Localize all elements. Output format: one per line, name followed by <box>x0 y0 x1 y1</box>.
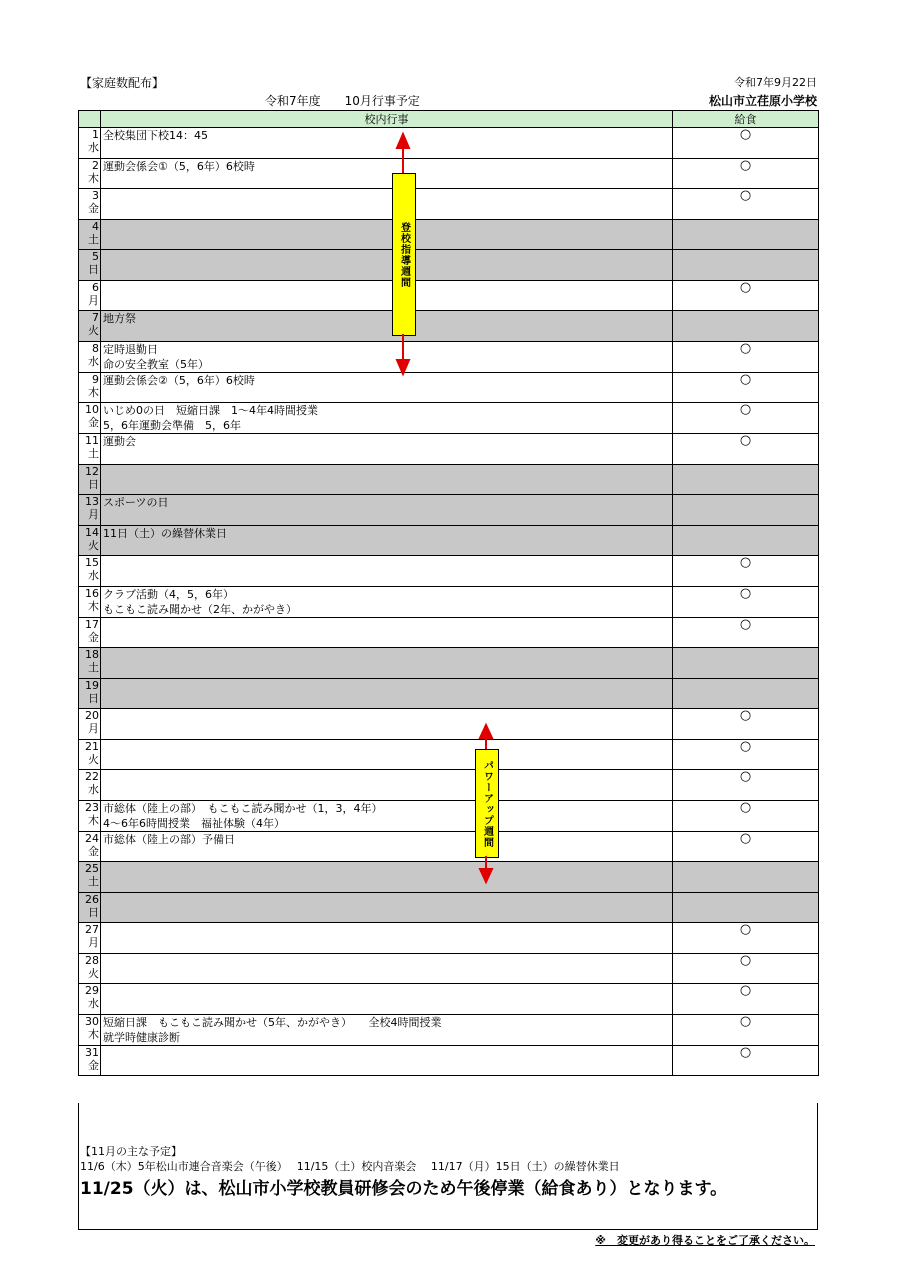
day-row <box>79 341 819 372</box>
day-number: 11 <box>85 434 99 447</box>
day-cell <box>79 892 101 923</box>
day-row <box>79 556 819 587</box>
events-cell <box>101 311 673 342</box>
lunch-cell <box>673 800 819 831</box>
lunch-cell <box>673 617 819 648</box>
events-cell <box>101 403 673 434</box>
day-number: 20 <box>85 709 99 722</box>
weekday: 日 <box>88 691 99 705</box>
day-cell <box>79 280 101 311</box>
lunch-cell <box>673 525 819 556</box>
event-text: 5，6年運動会準備 5，6年 <box>103 419 241 432</box>
weekday: 木 <box>88 813 99 827</box>
day-cell <box>79 128 101 159</box>
day-cell <box>79 617 101 648</box>
lunch-cell <box>673 556 819 587</box>
lunch-cell <box>673 678 819 709</box>
day-row <box>79 648 819 679</box>
lunch-mark: ○ <box>739 952 752 968</box>
day-number: 5 <box>92 250 99 263</box>
day-cell <box>79 1014 101 1045</box>
weekday: 火 <box>88 752 99 766</box>
weekday: 水 <box>88 997 99 1010</box>
events-cell <box>101 434 673 465</box>
col-header-lunch: 給食 <box>673 111 819 128</box>
events-cell <box>101 953 673 984</box>
lunch-cell <box>673 862 819 893</box>
day-row <box>79 464 819 495</box>
day-number: 7 <box>92 311 99 324</box>
day-number: 9 <box>92 372 99 386</box>
day-row <box>79 586 819 617</box>
day-number: 3 <box>92 189 99 202</box>
day-cell <box>79 525 101 556</box>
day-number: 15 <box>85 556 99 569</box>
events-cell <box>101 280 673 311</box>
lunch-mark: ○ <box>739 157 752 173</box>
lunch-mark: ○ <box>739 799 752 815</box>
day-number: 31 <box>85 1045 99 1059</box>
day-number: 6 <box>92 280 99 294</box>
change-notice: ※ 変更があり得ることをご了承ください。 <box>595 1234 815 1247</box>
day-row <box>79 617 819 648</box>
events-cell <box>101 525 673 556</box>
lunch-mark: ○ <box>739 188 752 203</box>
lunch-mark: ○ <box>739 769 752 784</box>
event-text: 4～6年6時間授業 福祉体験（4年） <box>103 816 285 830</box>
event-text: 全校集団下校14：45 <box>103 129 208 142</box>
lunch-cell <box>673 158 819 189</box>
weekday: 金 <box>88 202 99 215</box>
page-title: 令和7年度 10月行事予定 <box>265 94 420 108</box>
lunch-cell <box>673 128 819 159</box>
day-number: 25 <box>85 862 99 875</box>
day-number: 24 <box>85 831 99 845</box>
day-number: 23 <box>85 800 99 814</box>
day-cell <box>79 434 101 465</box>
weekday: 金 <box>88 844 99 858</box>
events-cell <box>101 1045 673 1076</box>
lunch-mark: ○ <box>739 830 752 846</box>
weekday: 土 <box>88 875 99 888</box>
corner-cell <box>79 111 101 128</box>
event-text: 運動会係会①（5，6年）6校時 <box>103 159 255 173</box>
lunch-cell <box>673 984 819 1015</box>
issue-date: 令和7年9月22日 <box>734 76 817 89</box>
events-cell <box>101 923 673 954</box>
day-cell <box>79 341 101 372</box>
events-cell <box>101 709 673 740</box>
day-row <box>79 219 819 250</box>
events-cell <box>101 1014 673 1045</box>
lunch-cell <box>673 739 819 770</box>
powerup-week-label: パワーアップ週間 <box>475 749 499 858</box>
events-cell <box>101 770 673 801</box>
lunch-mark: ○ <box>739 1044 752 1060</box>
day-row <box>79 250 819 281</box>
day-cell <box>79 464 101 495</box>
lunch-cell <box>673 1014 819 1045</box>
weekday: 木 <box>88 1027 99 1041</box>
day-row <box>79 709 819 740</box>
day-row <box>79 984 819 1015</box>
lunch-cell <box>673 372 819 403</box>
lunch-mark: ○ <box>739 922 752 937</box>
lunch-mark: ○ <box>739 340 752 356</box>
events-cell <box>101 128 673 159</box>
day-number: 2 <box>92 158 99 172</box>
day-number: 17 <box>85 617 99 631</box>
events-cell <box>101 586 673 617</box>
weekday: 木 <box>88 171 99 185</box>
day-row <box>79 739 819 770</box>
lunch-mark: ○ <box>739 433 752 448</box>
day-row <box>79 189 819 220</box>
november-notice: 11/25（火）は、松山市小学校教員研修会のため午後停業（給食あり）となります。 <box>80 1179 728 1199</box>
day-cell <box>79 556 101 587</box>
day-row <box>79 923 819 954</box>
table-header-row <box>79 111 819 128</box>
day-number: 1 <box>92 128 99 141</box>
day-cell <box>79 984 101 1015</box>
lunch-mark: ○ <box>739 371 752 387</box>
weekday: 日 <box>88 263 99 276</box>
event-text: 市総体（陸上の部） もこもこ読み聞かせ（1，3，4年） <box>103 801 383 815</box>
lunch-cell <box>673 709 819 740</box>
day-number: 28 <box>85 953 99 967</box>
lunch-cell <box>673 648 819 679</box>
lunch-cell <box>673 464 819 495</box>
day-number: 21 <box>85 739 99 753</box>
lunch-cell <box>673 953 819 984</box>
day-row <box>79 831 819 862</box>
weekday: 火 <box>88 966 99 980</box>
event-text: 地方祭 <box>103 312 136 325</box>
event-text: 11日（土）の繰替休業日 <box>103 526 227 540</box>
events-cell <box>101 556 673 587</box>
day-cell <box>79 739 101 770</box>
weekday: 金 <box>88 416 99 429</box>
day-number: 4 <box>92 219 99 233</box>
weekday: 土 <box>88 447 99 460</box>
weekday: 水 <box>88 141 99 154</box>
day-cell <box>79 709 101 740</box>
lunch-cell <box>673 923 819 954</box>
november-schedule: 11/6（木）5年松山市連合音楽会（午後） 11/15（土）校内音楽会 11/17（月）15日（土）の繰替休業日 <box>80 1160 620 1173</box>
events-cell <box>101 678 673 709</box>
day-number: 19 <box>85 678 99 692</box>
weekday: 木 <box>88 599 99 613</box>
schedule-table <box>78 110 819 1076</box>
day-number: 10 <box>85 403 99 416</box>
day-row <box>79 1045 819 1076</box>
day-cell <box>79 403 101 434</box>
day-cell <box>79 250 101 281</box>
event-text: 市総体（陸上の部）予備日 <box>103 832 235 846</box>
day-cell <box>79 770 101 801</box>
event-text: 運動会 <box>103 435 136 448</box>
lunch-cell <box>673 892 819 923</box>
day-cell <box>79 311 101 342</box>
events-cell <box>101 862 673 893</box>
lunch-mark: ○ <box>739 555 752 570</box>
weekday: 水 <box>88 569 99 582</box>
lunch-cell <box>673 403 819 434</box>
weekday: 金 <box>88 630 99 644</box>
lunch-cell <box>673 495 819 526</box>
day-cell <box>79 953 101 984</box>
weekday: 金 <box>88 1058 99 1072</box>
day-cell <box>79 495 101 526</box>
school-name: 松山市立荏原小学校 <box>708 94 817 108</box>
day-row <box>79 158 819 189</box>
lunch-mark: ○ <box>739 585 752 601</box>
events-cell <box>101 892 673 923</box>
day-cell <box>79 678 101 709</box>
day-number: 29 <box>85 984 99 997</box>
weekday: 土 <box>88 661 99 674</box>
events-cell <box>101 800 673 831</box>
weekday: 火 <box>88 324 99 337</box>
day-row <box>79 678 819 709</box>
day-number: 13 <box>85 495 99 508</box>
event-text: 命の安全教室（5年） <box>103 357 209 371</box>
lunch-cell <box>673 770 819 801</box>
weekday: 月 <box>88 936 99 949</box>
day-row <box>79 280 819 311</box>
day-row <box>79 495 819 526</box>
november-heading: 【11月の主な予定】 <box>80 1145 182 1158</box>
day-row <box>79 1014 819 1045</box>
day-cell <box>79 586 101 617</box>
day-number: 26 <box>85 892 99 906</box>
weekday: 木 <box>88 385 99 399</box>
weekday: 日 <box>88 905 99 919</box>
day-row <box>79 953 819 984</box>
weekday: 月 <box>88 722 99 735</box>
weekday: 月 <box>88 293 99 307</box>
day-row <box>79 128 819 159</box>
day-cell <box>79 923 101 954</box>
distribution-label: 【家庭数配布】 <box>80 76 165 90</box>
events-cell <box>101 372 673 403</box>
weekday: 日 <box>88 477 99 491</box>
day-number: 12 <box>85 464 99 478</box>
event-text: 短縮日課 もこもこ読み聞かせ（5年、かがやき） 全校4時間授業 <box>103 1015 442 1029</box>
lunch-cell <box>673 219 819 250</box>
lunch-cell <box>673 311 819 342</box>
events-cell <box>101 495 673 526</box>
events-cell <box>101 464 673 495</box>
day-cell <box>79 800 101 831</box>
lunch-mark: ○ <box>739 983 752 998</box>
day-row <box>79 862 819 893</box>
lunch-cell <box>673 280 819 311</box>
day-row <box>79 770 819 801</box>
day-row <box>79 372 819 403</box>
event-text: 運動会係会②（5，6年）6校時 <box>103 373 255 387</box>
lunch-cell <box>673 250 819 281</box>
event-text: 定時退勤日 <box>103 342 158 356</box>
day-number: 18 <box>85 648 99 661</box>
weekday: 火 <box>88 538 99 552</box>
day-row <box>79 892 819 923</box>
event-text: スポーツの日 <box>103 496 169 509</box>
events-cell <box>101 739 673 770</box>
events-cell <box>101 250 673 281</box>
lunch-mark: ○ <box>739 402 752 417</box>
lunch-mark: ○ <box>739 127 752 142</box>
day-cell <box>79 158 101 189</box>
lunch-cell <box>673 831 819 862</box>
event-text: もこもこ読み聞かせ（2年、かがやき） <box>103 602 297 616</box>
events-cell <box>101 341 673 372</box>
lunch-cell <box>673 586 819 617</box>
lunch-cell <box>673 1045 819 1076</box>
day-row <box>79 403 819 434</box>
lunch-mark: ○ <box>739 708 752 723</box>
day-number: 30 <box>85 1014 99 1028</box>
weekday: 土 <box>88 232 99 246</box>
day-number: 16 <box>85 586 99 600</box>
event-text: 就学時健康診断 <box>103 1030 180 1044</box>
event-text: いじめ0の日 短縮日課 1～4年4時間授業 <box>103 404 318 417</box>
events-cell <box>101 158 673 189</box>
day-row <box>79 311 819 342</box>
tokou-week-label: 登校指導週間 <box>392 173 416 336</box>
weekday: 水 <box>88 783 99 796</box>
weekday: 水 <box>88 354 99 368</box>
weekday: 月 <box>88 508 99 521</box>
event-text: クラブ活動（4，5，6年） <box>103 587 234 601</box>
day-row <box>79 525 819 556</box>
day-number: 14 <box>85 525 99 539</box>
events-cell <box>101 831 673 862</box>
events-cell <box>101 219 673 250</box>
day-cell <box>79 831 101 862</box>
day-row <box>79 434 819 465</box>
events-cell <box>101 617 673 648</box>
lunch-cell <box>673 434 819 465</box>
events-cell <box>101 648 673 679</box>
lunch-mark: ○ <box>739 1013 752 1029</box>
events-cell <box>101 189 673 220</box>
day-cell <box>79 219 101 250</box>
day-number: 8 <box>92 341 99 355</box>
lunch-mark: ○ <box>739 738 752 754</box>
day-cell <box>79 1045 101 1076</box>
lunch-cell <box>673 341 819 372</box>
day-cell <box>79 648 101 679</box>
lunch-mark: ○ <box>739 279 752 295</box>
day-cell <box>79 189 101 220</box>
day-number: 22 <box>85 770 99 783</box>
day-number: 27 <box>85 923 99 936</box>
lunch-mark: ○ <box>739 616 752 632</box>
events-cell <box>101 984 673 1015</box>
col-header-events: 校内行事 <box>101 111 673 128</box>
lunch-cell <box>673 189 819 220</box>
day-cell <box>79 372 101 403</box>
day-cell <box>79 862 101 893</box>
day-row <box>79 800 819 831</box>
